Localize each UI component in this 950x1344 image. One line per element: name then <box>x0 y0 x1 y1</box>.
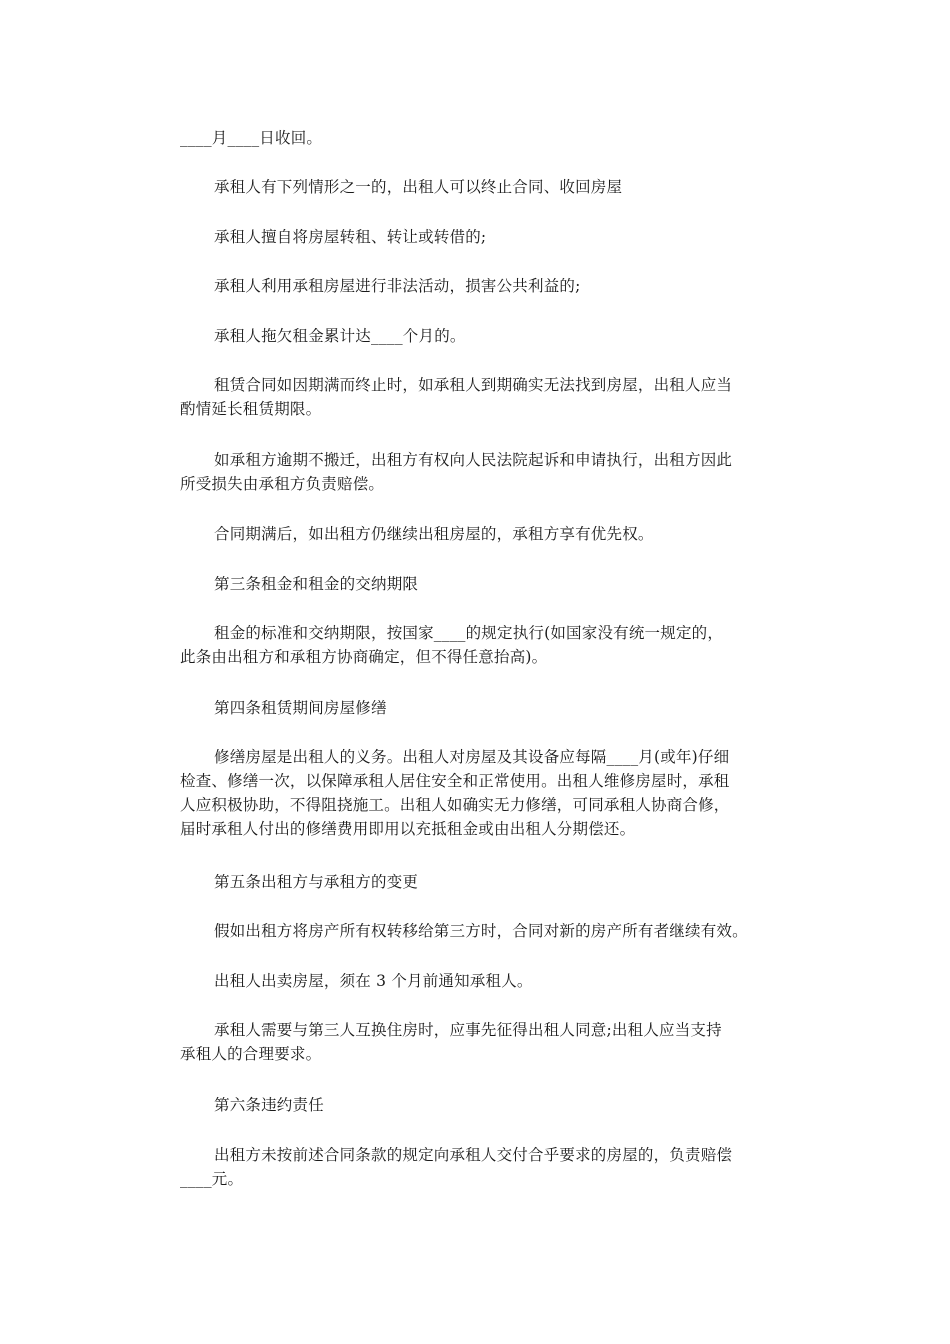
paragraph-line: 出租人出卖房屋，须在 3 个月前通知承租人。 <box>214 972 533 990</box>
section-heading: 第五条出租方与承租方的变更 <box>214 873 419 891</box>
paragraph-line: 所受损失由承租方负责赔偿。 <box>180 475 385 493</box>
paragraph-return-date <box>180 126 780 150</box>
paragraph-overstay-clause <box>180 448 780 496</box>
paragraph-line: 承租人擅自将房屋转租、转让或转借的; <box>214 228 487 246</box>
paragraph-line: 租金的标准和交纳期限，按国家____的规定执行(如国家没有统一规定的， <box>214 624 724 642</box>
paragraph-rent-arrears-clause <box>180 324 780 348</box>
paragraph-line: 承租人拖欠租金累计达____个月的。 <box>214 327 466 345</box>
paragraph-termination-conditions <box>180 175 780 199</box>
paragraph-illegal-activity-clause <box>180 274 780 298</box>
paragraph-line: ____月____日收回。 <box>180 129 323 147</box>
paragraph-housing-exchange <box>180 1018 780 1066</box>
section-heading: 第三条租金和租金的交纳期限 <box>214 575 419 593</box>
paragraph-line: 出租方未按前述合同条款的规定向承租人交付合乎要求的房屋的，负责赔偿 <box>214 1146 733 1164</box>
paragraph-line: 承租人利用承租房屋进行非法活动，损害公共利益的; <box>214 277 581 295</box>
section-heading-article-5 <box>180 870 780 894</box>
paragraph-sublet-clause <box>180 225 780 249</box>
paragraph-line: 检查、修缮一次，以保障承租人居住安全和正常使用。出租人维修房屋时，承租 <box>180 772 730 790</box>
section-heading-article-4 <box>180 696 780 720</box>
paragraph-line: 如承租方逾期不搬迁，出租方有权向人民法院起诉和申请执行，出租方因此 <box>214 451 733 469</box>
paragraph-line: 合同期满后，如出租方仍继续出租房屋的，承租方享有优先权。 <box>214 525 654 543</box>
section-heading-article-3 <box>180 572 780 596</box>
section-heading: 第六条违约责任 <box>214 1096 324 1114</box>
paragraph-priority-right <box>180 522 780 546</box>
paragraph-line: 此条由出租方和承租方协商确定，但不得任意抬高)。 <box>180 648 548 666</box>
section-heading-article-6 <box>180 1093 780 1117</box>
paragraph-ownership-transfer <box>180 919 780 943</box>
paragraph-line: 届时承租人付出的修缮费用即用以充抵租金或由出租人分期偿还。 <box>180 820 636 838</box>
paragraph-lessor-breach <box>180 1143 780 1191</box>
paragraph-line: 修缮房屋是出租人的义务。出租人对房屋及其设备应每隔____月(或年)仔细 <box>214 748 730 766</box>
section-heading: 第四条租赁期间房屋修缮 <box>214 699 387 717</box>
paragraph-rent-standard <box>180 621 780 669</box>
paragraph-line: 承租人的合理要求。 <box>180 1045 322 1063</box>
paragraph-line: 承租人有下列情形之一的，出租人可以终止合同、收回房屋 <box>214 178 623 196</box>
paragraph-line: 酌情延长租赁期限。 <box>180 400 322 418</box>
paragraph-line: 人应积极协助，不得阻挠施工。出租人如确实无力修缮，可同承租人协商合修， <box>180 796 730 814</box>
paragraph-lease-extension <box>180 373 780 421</box>
paragraph-line: 承租人需要与第三人互换住房时，应事先征得出租人同意;出租人应当支持 <box>214 1021 722 1039</box>
paragraph-line: 假如出租方将房产所有权转移给第三方时，合同对新的房产所有者继续有效。 <box>214 922 748 940</box>
paragraph-repair-obligation <box>180 745 780 841</box>
paragraph-sale-notice <box>180 969 780 993</box>
paragraph-line: ____元。 <box>180 1170 244 1188</box>
paragraph-line: 租赁合同如因期满而终止时，如承租人到期确实无法找到房屋，出租人应当 <box>214 376 733 394</box>
